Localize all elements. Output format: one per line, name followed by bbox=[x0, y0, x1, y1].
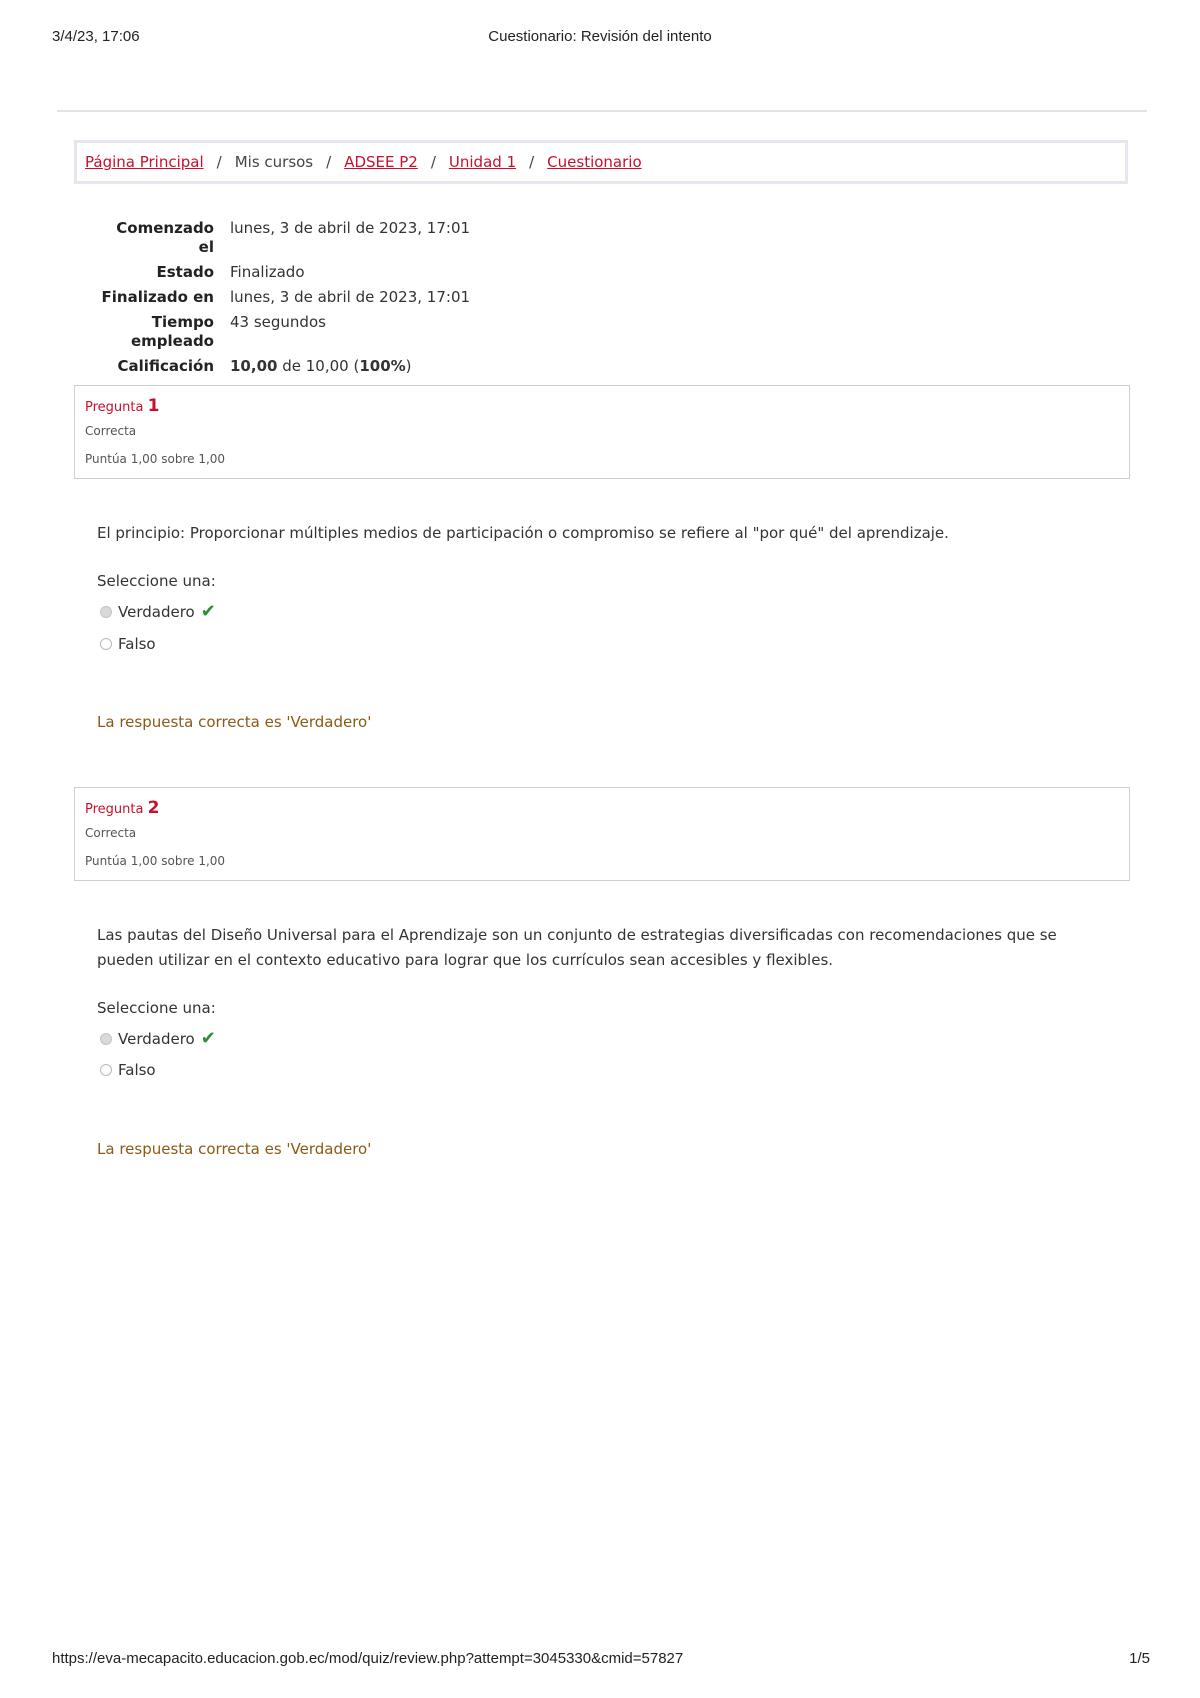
header-divider bbox=[57, 110, 1147, 112]
grade-of: de 10,00 bbox=[282, 357, 349, 375]
print-datetime: 3/4/23, 17:06 bbox=[52, 28, 140, 45]
summary-label: Estado bbox=[156, 263, 214, 281]
select-prompt: Seleccione una: bbox=[97, 999, 216, 1017]
option-label: Verdadero bbox=[118, 602, 195, 621]
option-label: Falso bbox=[118, 1061, 156, 1079]
select-prompt: Seleccione una: bbox=[97, 572, 216, 590]
breadcrumb-unit-link[interactable]: Unidad 1 bbox=[448, 153, 517, 171]
summary-label: Finalizado en bbox=[101, 288, 214, 306]
breadcrumb-home-link[interactable]: Página Principal bbox=[85, 153, 204, 171]
check-icon: ✔ bbox=[200, 1028, 216, 1049]
question-num: 2 bbox=[147, 798, 160, 818]
right-answer: La respuesta correcta es 'Verdadero' bbox=[97, 1140, 372, 1158]
summary-row-grade bbox=[100, 357, 800, 376]
summary-row-time bbox=[100, 313, 800, 351]
right-answer: La respuesta correcta es 'Verdadero' bbox=[97, 713, 372, 731]
breadcrumb-course-link[interactable]: ADSEE P2 bbox=[344, 153, 418, 171]
question-state: Correcta bbox=[85, 424, 137, 438]
summary-value: 10,00 de 10,00 (100%) bbox=[230, 357, 412, 375]
question-num: 1 bbox=[147, 396, 160, 416]
summary-label: Tiempo empleado bbox=[130, 313, 214, 350]
option-true[interactable] bbox=[100, 1028, 216, 1049]
breadcrumb-separator: / bbox=[216, 153, 222, 171]
summary-value: lunes, 3 de abril de 2023, 17:01 bbox=[230, 288, 471, 306]
question-info-1 bbox=[74, 385, 1130, 479]
question-grade: Puntúa 1,00 sobre 1,00 bbox=[85, 452, 226, 466]
question-state: Correcta bbox=[85, 826, 137, 840]
radio-button[interactable] bbox=[100, 638, 112, 650]
breadcrumb-separator: / bbox=[430, 153, 436, 171]
option-label: Falso bbox=[118, 635, 156, 653]
grade-percent: 100% bbox=[359, 357, 406, 375]
breadcrumb-quiz-link[interactable]: Cuestionario bbox=[547, 153, 642, 171]
question-text: Las pautas del Diseño Universal para el Aprendizaje son un conjunto de estrategias diversificadas con recomendaciones que se pueden utilizar en el contexto educativo para lograr que los currículos sean accesibles y flexibles. bbox=[97, 926, 1057, 969]
summary-label: Calificación bbox=[117, 357, 214, 375]
breadcrumb-separator: / bbox=[326, 153, 332, 171]
check-icon: ✔ bbox=[200, 601, 216, 622]
question-label: Pregunta bbox=[85, 400, 144, 415]
question-label: Pregunta bbox=[85, 802, 144, 817]
page-number: 1/5 bbox=[1129, 1650, 1150, 1667]
summary-label: Comenzado el bbox=[116, 219, 214, 256]
question-grade: Puntúa 1,00 sobre 1,00 bbox=[85, 854, 226, 868]
summary-row-started bbox=[100, 219, 800, 257]
question-number bbox=[85, 396, 159, 416]
summary-value: lunes, 3 de abril de 2023, 17:01 bbox=[230, 219, 471, 237]
option-false[interactable] bbox=[100, 1061, 156, 1079]
grade-score: 10,00 bbox=[230, 357, 278, 375]
summary-value: 43 segundos bbox=[230, 313, 326, 331]
print-header bbox=[0, 0, 1200, 45]
summary-row-state bbox=[100, 263, 800, 282]
question-number bbox=[85, 798, 159, 818]
option-false[interactable] bbox=[100, 635, 156, 653]
question-text: El principio: Proporcionar múltiples medios de participación o compromiso se refiere al "por qué" del aprendizaje. bbox=[97, 524, 949, 542]
radio-button-checked[interactable] bbox=[100, 606, 112, 618]
breadcrumb-separator: / bbox=[529, 153, 535, 171]
radio-button[interactable] bbox=[100, 1064, 112, 1076]
breadcrumb bbox=[74, 140, 1128, 184]
question-info-2 bbox=[74, 787, 1130, 881]
option-label: Verdadero bbox=[118, 1029, 195, 1048]
summary-value: Finalizado bbox=[230, 263, 305, 281]
radio-button-checked[interactable] bbox=[100, 1033, 112, 1045]
page-url: https://eva-mecapacito.educacion.gob.ec/mod/quiz/review.php?attempt=3045330&cmid=57827 bbox=[52, 1650, 684, 1667]
breadcrumb-my-courses: Mis cursos bbox=[234, 153, 314, 171]
option-true[interactable] bbox=[100, 601, 216, 622]
summary-row-finished bbox=[100, 288, 800, 307]
attempt-summary bbox=[100, 219, 800, 382]
print-title: Cuestionario: Revisión del intento bbox=[488, 28, 712, 45]
